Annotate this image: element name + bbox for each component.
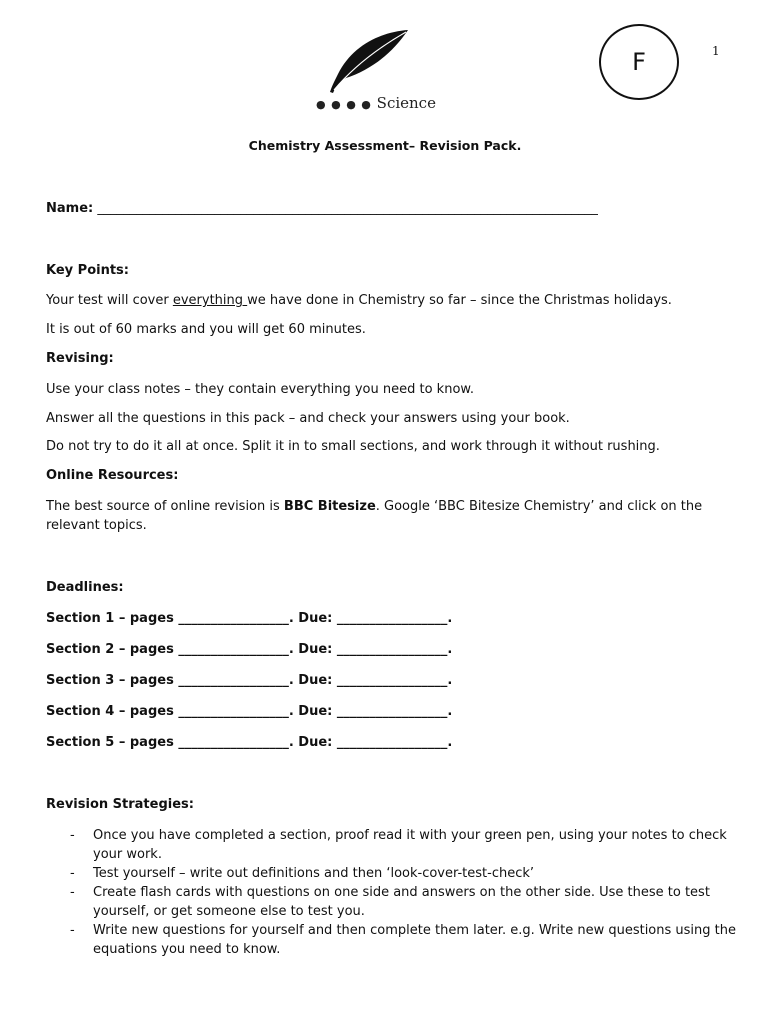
deadline-section-1: Section 1 – pages _________________. Due: _________________.: [46, 611, 453, 626]
online-before: The best source of online revision is: [46, 499, 284, 514]
name-line: [46, 201, 598, 216]
list-item: [46, 883, 736, 921]
list-dash: -: [70, 828, 75, 843]
revising-line-1: Use your class notes – they contain everything you need to know.: [46, 382, 474, 397]
list-dash: -: [70, 885, 75, 900]
revising-heading: Revising:: [46, 351, 114, 366]
feather-icon: [318, 28, 414, 94]
list-item: [46, 864, 736, 883]
grade-letter: F: [632, 48, 646, 76]
grade-circle: [599, 24, 679, 100]
deadlines-heading: Deadlines:: [46, 580, 124, 595]
science-logo: [312, 28, 442, 118]
logo-wordmark: [316, 94, 436, 112]
name-blank: _____________________________________________________________________________: [93, 201, 598, 216]
key-points-heading: Key Points:: [46, 263, 129, 278]
online-paragraph: [46, 497, 726, 535]
strategy-text: Create flash cards with questions on one side and answers on the other side. Use these to test yourself, or get someone else to test you.: [93, 885, 710, 919]
deadline-section-4: Section 4 – pages _________________. Due: _________________.: [46, 704, 453, 719]
key-point-1-before: Your test will cover: [46, 293, 173, 308]
deadline-section-5: Section 5 – pages _________________. Due: _________________.: [46, 735, 453, 750]
revising-line-2: Answer all the questions in this pack – and check your answers using your book.: [46, 411, 570, 426]
revising-line-3: Do not try to do it all at once. Split it in to small sections, and work through it without rushing.: [46, 439, 660, 454]
key-point-1-after: we have done in Chemistry so far – since the Christmas holidays.: [247, 293, 672, 308]
strategies-list: [46, 826, 736, 959]
bbc-bitesize-text: BBC Bitesize: [283, 499, 376, 514]
strategy-text: Once you have completed a section, proof read it with your green pen, using your notes to check your work.: [93, 828, 727, 862]
page-number: 1: [712, 44, 720, 58]
strategies-heading: Revision Strategies:: [46, 797, 194, 812]
deadline-section-3: Section 3 – pages _________________. Due: _________________.: [46, 673, 453, 688]
logo-dots: ● ● ● ●: [316, 98, 372, 111]
strategy-text: Test yourself – write out definitions and then ‘look-cover-test-check’: [93, 866, 535, 881]
online-after: . Google ‘BBC Bitesize Chemistry’ and click on the relevant topics.: [46, 499, 703, 533]
list-dash: -: [70, 866, 75, 881]
key-point-1: [46, 293, 672, 308]
deadline-section-2: Section 2 – pages _________________. Due: _________________.: [46, 642, 453, 657]
list-item: [46, 826, 736, 864]
strategy-text: Write new questions for yourself and then complete them later. e.g. Write new questions using the equations you need to know.: [93, 923, 736, 957]
list-item: [46, 921, 736, 959]
key-point-2: It is out of 60 marks and you will get 60 minutes.: [46, 322, 366, 337]
logo-text: Science: [376, 94, 436, 112]
page-title: Chemistry Assessment– Revision Pack.: [248, 138, 522, 153]
list-dash: -: [70, 923, 75, 938]
name-label: Name:: [46, 201, 94, 216]
key-point-1-underlined: everything: [172, 293, 248, 308]
online-heading: Online Resources:: [46, 468, 179, 483]
